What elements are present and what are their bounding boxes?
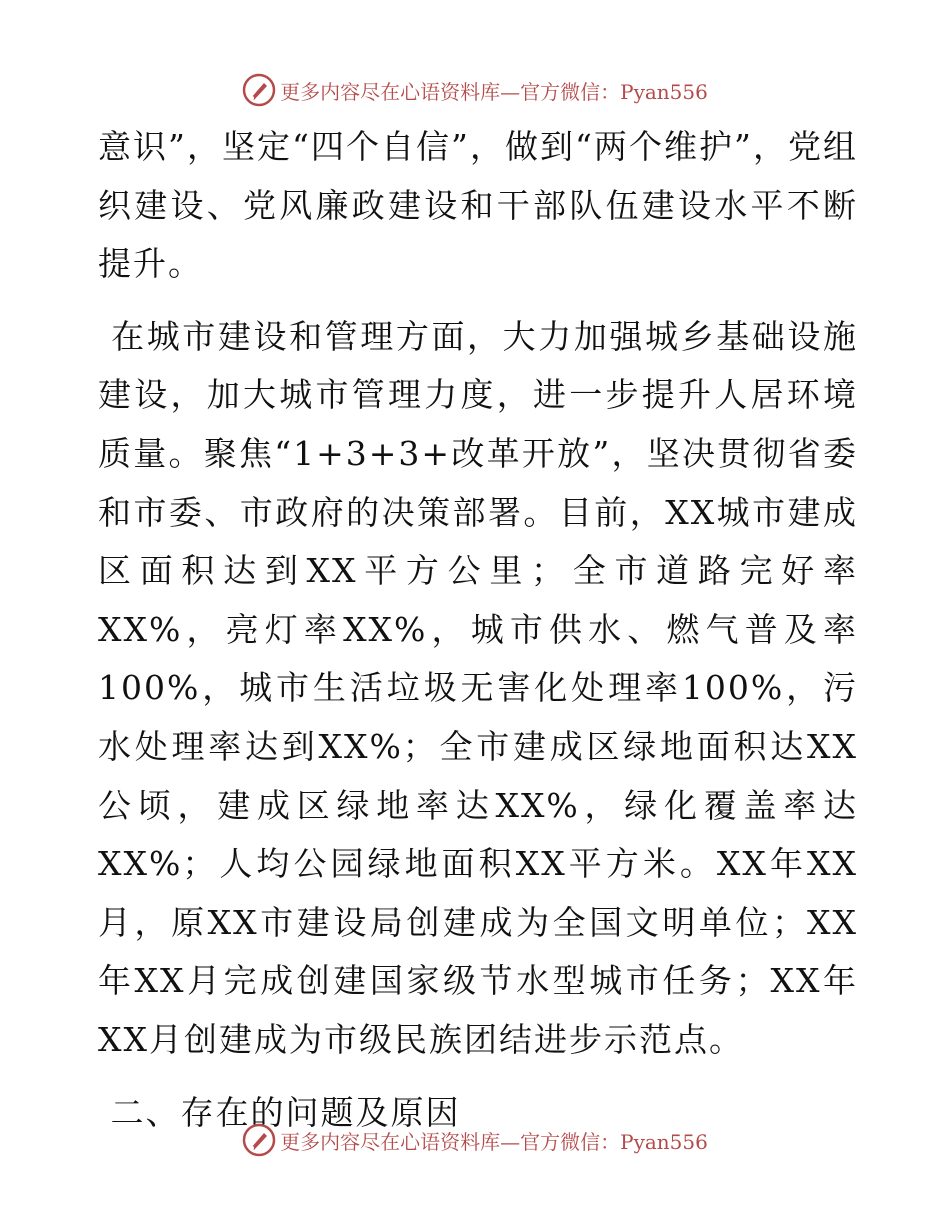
header-banner [0, 70, 950, 110]
paragraph-1: 意识”，坚定“四个自信”，做到“两个维护”，党组织建设、党风廉政建设和干部队伍建设水平不断提升。 [98, 127, 858, 284]
document-body [98, 118, 858, 1142]
footer-banner-text: 更多内容尽在心语资料库—官方微信：Pyan556 [280, 1129, 708, 1154]
pen-logo-icon [242, 73, 276, 107]
pen-logo-icon [242, 1123, 276, 1157]
header-banner-text: 更多内容尽在心语资料库—官方微信：Pyan556 [280, 79, 708, 104]
paragraph-2: 在城市建设和管理方面，大力加强城乡基础设施建设，加大城市管理力度，进一步提升人居环境质量。聚焦“1+3+3+改革开放”，坚决贯彻省委和市委、市政府的决策部署。目前，XX城市建成区面积达到XX平方公里；全市道路完好率XX%，亮灯率XX%，城市供水、燃气普及率100%，城市生活垃圾无害化处理率100%，污水处理率达到XX%；全市建成区绿地面积达XX公顷，建成区绿地率达XX%，绿化覆盖率达XX%；人均公园绿地面积XX平方米。XX年XX月，原XX市建设局创建成为全国文明单位；XX年XX月完成创建国家级节水型城市任务；XX年XX月创建成为市级民族团结进步示范点。 [98, 316, 858, 1059]
section-heading: 二、存在的问题及原因 [98, 1092, 461, 1132]
footer-banner [0, 1120, 950, 1160]
